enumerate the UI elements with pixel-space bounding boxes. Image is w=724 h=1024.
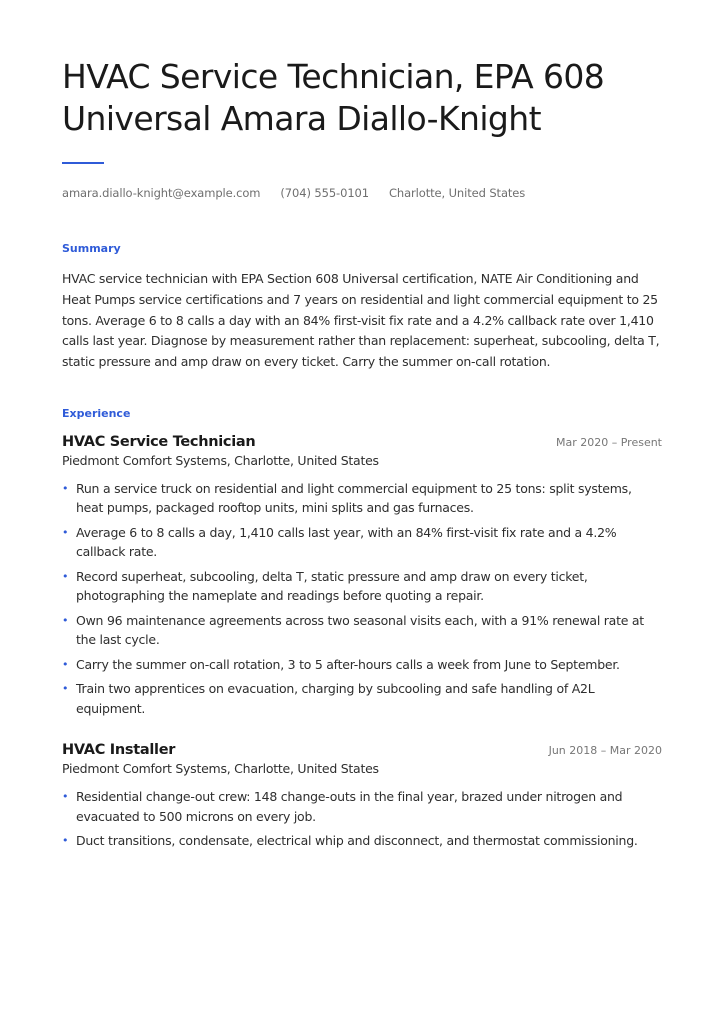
bullet-icon: • xyxy=(62,790,69,804)
list-item xyxy=(62,655,662,675)
list-item xyxy=(62,523,662,562)
job-header xyxy=(62,742,662,758)
bullet-icon: • xyxy=(62,613,69,627)
bullet-text: Run a service truck on residential and light commercial equipment to 25 tons: split systems, heat pumps, packaged rooftop units, mini splits and gas furnaces. xyxy=(76,480,632,516)
bullet-icon: • xyxy=(62,481,69,495)
experience-heading: Experience xyxy=(62,406,131,420)
summary-heading: Summary xyxy=(62,242,121,255)
bullet-icon: • xyxy=(62,525,69,539)
bullet-text: Duct transitions, condensate, electrical whip and disconnect, and thermostat commissioning. xyxy=(76,833,638,849)
job-header xyxy=(62,434,662,450)
job-dates: Jun 2018 – Mar 2020 xyxy=(548,744,662,758)
candidate-name: HVAC Service Technician, EPA 608 Universal Amara Diallo-Knight xyxy=(62,57,605,138)
contact-phone[interactable]: (704) 555-0101 xyxy=(280,186,369,200)
list-item xyxy=(62,567,662,606)
job-company: Piedmont Comfort Systems, Charlotte, United States xyxy=(62,761,379,777)
list-item xyxy=(62,831,662,851)
job-bullets xyxy=(62,479,662,719)
job-bullets xyxy=(62,787,662,851)
accent-divider xyxy=(62,162,104,164)
experience-list xyxy=(62,434,662,851)
bullet-text: Record superheat, subcooling, delta T, static pressure and amp draw on every ticket, photographing the nameplate and readings before quoting a repair. xyxy=(76,568,588,604)
bullet-icon: • xyxy=(62,569,69,583)
bullet-text: Train two apprentices on evacuation, charging by subcooling and safe handling of A2L equipment. xyxy=(76,681,595,716)
contact-email[interactable]: amara.diallo-knight@example.com xyxy=(62,186,261,200)
bullet-text: Residential change-out crew: 148 change-outs in the final year, brazed under nitrogen and evacuated to 500 microns on every job. xyxy=(76,789,623,824)
job-dates: Mar 2020 – Present xyxy=(555,435,662,449)
bullet-text: Carry the summer on-call rotation, 3 to 5 after-hours calls a week from June to September. xyxy=(76,656,620,672)
job-title: HVAC Service Technician xyxy=(62,433,256,450)
list-item xyxy=(62,787,662,826)
list-item xyxy=(62,611,662,650)
list-item xyxy=(62,479,662,518)
resume-page xyxy=(62,56,662,856)
job-company: Piedmont Comfort Systems, Charlotte, United States xyxy=(62,452,379,468)
bullet-icon: • xyxy=(62,657,69,671)
contact-line xyxy=(62,186,662,200)
list-item xyxy=(62,679,662,718)
job-entry xyxy=(62,434,662,719)
summary-text: HVAC service technician with EPA Section 608 Universal certification, NATE Air Conditioning and Heat Pumps service certifications and 7 years on residential and light commercial equipment to 25 tons. Average 6 to 8 calls a day with an 84% first-visit fix rate and a 4.2% callback rate over 1,410 calls last year. Diagnose by measurement rather than replacement: superheat, subcooling, delta T, static pressure and amp draw on every ticket. Carry the summer on-call rotation. xyxy=(62,271,660,370)
contact-location: Charlotte, United States xyxy=(388,186,526,200)
job-entry xyxy=(62,742,662,851)
job-title: HVAC Installer xyxy=(62,742,176,759)
bullet-text: Own 96 maintenance agreements across two seasonal visits each, with a 91% renewal rate at the last cycle. xyxy=(76,612,644,648)
bullet-icon: • xyxy=(62,682,69,696)
bullet-text: Average 6 to 8 calls a day, 1,410 calls last year, with an 84% first-visit fix rate and a 4.2% callback rate. xyxy=(76,524,617,560)
bullet-icon: • xyxy=(62,834,69,848)
